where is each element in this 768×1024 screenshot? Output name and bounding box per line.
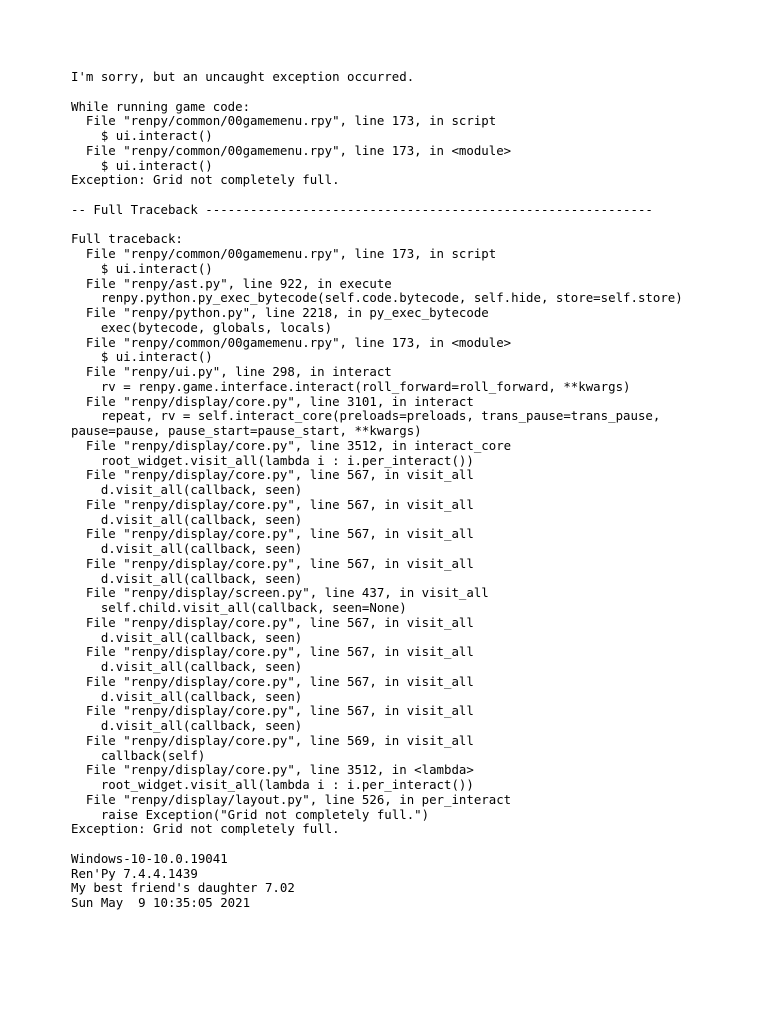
full-traceback-line: File "renpy/display/layout.py", line 526, in per_interact (71, 791, 512, 807)
full-traceback-line: Exception: Grid not completely full. (71, 821, 340, 837)
short-traceback-line: File "renpy/common/00gamemenu.rpy", line 173, in <module> (71, 142, 512, 158)
full-traceback-line: rv = renpy.game.interface.interact(roll_forward=roll_forward, **kwargs) (71, 378, 631, 394)
blank-line (71, 218, 761, 233)
blank-line (71, 85, 761, 100)
full-traceback-line: File "renpy/display/core.py", line 567, in visit_all (71, 644, 474, 660)
full-traceback-line: File "renpy/python.py", line 2218, in py_exec_bytecode (71, 305, 489, 320)
full-traceback-line: repeat, rv = self.interact_core(preloads=preloads, trans_pause=trans_pause, (71, 408, 661, 424)
full-traceback-line: renpy.python.py_exec_bytecode(self.code.bytecode, self.hide, store=self.store) (71, 290, 683, 306)
full-traceback-line: File "renpy/display/core.py", line 567, in visit_all (71, 703, 474, 719)
error-report (71, 70, 761, 911)
full-traceback-line: root_widget.visit_all(lambda i : i.per_interact()) (71, 452, 474, 468)
full-traceback-line: File "renpy/display/core.py", line 567, in visit_all (71, 526, 474, 542)
full-traceback-line: File "renpy/display/core.py", line 567, in visit_all (71, 467, 474, 483)
short-traceback-line: Exception: Grid not completely full. (71, 172, 340, 188)
full-traceback-line: d.visit_all(callback, seen) (71, 688, 303, 704)
full-traceback-line: d.visit_all(callback, seen) (71, 718, 303, 733)
blank-line (71, 188, 761, 203)
full-traceback-line: File "renpy/ast.py", line 922, in execute (71, 275, 392, 291)
full-traceback-header: Full traceback: (71, 231, 183, 247)
system-info-line: My best friend's daughter 7.02 (71, 880, 295, 896)
short-traceback-line: $ ui.interact() (71, 157, 213, 173)
full-traceback-line: pause=pause, pause_start=pause_start, **kwargs) (71, 423, 422, 438)
full-traceback-line: $ ui.interact() (71, 349, 213, 365)
blank-line (71, 837, 761, 852)
short-traceback-line: $ ui.interact() (71, 128, 213, 143)
full-traceback-line: raise Exception("Grid not completely full.") (71, 806, 430, 822)
full-traceback-separator: -- Full Traceback ------------------------------------------------------------ (71, 201, 653, 217)
full-traceback-line: File "renpy/display/core.py", line 3512, in <lambda> (71, 762, 474, 778)
full-traceback-line: root_widget.visit_all(lambda i : i.per_interact()) (71, 777, 474, 792)
full-traceback-line: d.visit_all(callback, seen) (71, 482, 303, 497)
full-traceback-line: d.visit_all(callback, seen) (71, 629, 303, 645)
full-traceback-line: File "renpy/display/core.py", line 3512, in interact_core (71, 437, 512, 453)
full-traceback-line: d.visit_all(callback, seen) (71, 511, 303, 527)
full-traceback-line: File "renpy/display/core.py", line 567, in visit_all (71, 614, 474, 630)
full-traceback-line: File "renpy/common/00gamemenu.rpy", line 173, in <module> (71, 334, 512, 350)
full-traceback-line: d.visit_all(callback, seen) (71, 570, 303, 586)
full-traceback-line: File "renpy/display/core.py", line 567, in visit_all (71, 673, 474, 689)
short-traceback-line: File "renpy/common/00gamemenu.rpy", line 173, in script (71, 113, 497, 129)
short-traceback-header: While running game code: (71, 98, 251, 114)
full-traceback-line: d.visit_all(callback, seen) (71, 659, 303, 674)
full-traceback-line: d.visit_all(callback, seen) (71, 541, 303, 556)
system-info-line: Ren'Py 7.4.4.1439 (71, 865, 198, 881)
full-traceback-line: callback(self) (71, 747, 206, 763)
full-traceback-line: exec(bytecode, globals, locals) (71, 319, 333, 335)
full-traceback-line: File "renpy/display/core.py", line 3101, in interact (71, 393, 474, 409)
full-traceback-line: File "renpy/ui.py", line 298, in interact (71, 364, 392, 379)
full-traceback-line: File "renpy/display/screen.py", line 437, in visit_all (71, 585, 489, 601)
system-info-line: Windows-10-10.0.19041 (71, 850, 228, 866)
full-traceback-line: self.child.visit_all(callback, seen=None) (71, 600, 407, 615)
error-intro: I'm sorry, but an uncaught exception occurred. (71, 69, 415, 84)
system-info-line: Sun May 9 10:35:05 2021 (71, 895, 251, 910)
full-traceback-line: File "renpy/display/core.py", line 569, in visit_all (71, 732, 474, 748)
full-traceback-line: $ ui.interact() (71, 260, 213, 276)
full-traceback-line: File "renpy/common/00gamemenu.rpy", line 173, in script (71, 246, 497, 261)
full-traceback-line: File "renpy/display/core.py", line 567, in visit_all (71, 555, 474, 571)
full-traceback-line: File "renpy/display/core.py", line 567, in visit_all (71, 496, 474, 512)
